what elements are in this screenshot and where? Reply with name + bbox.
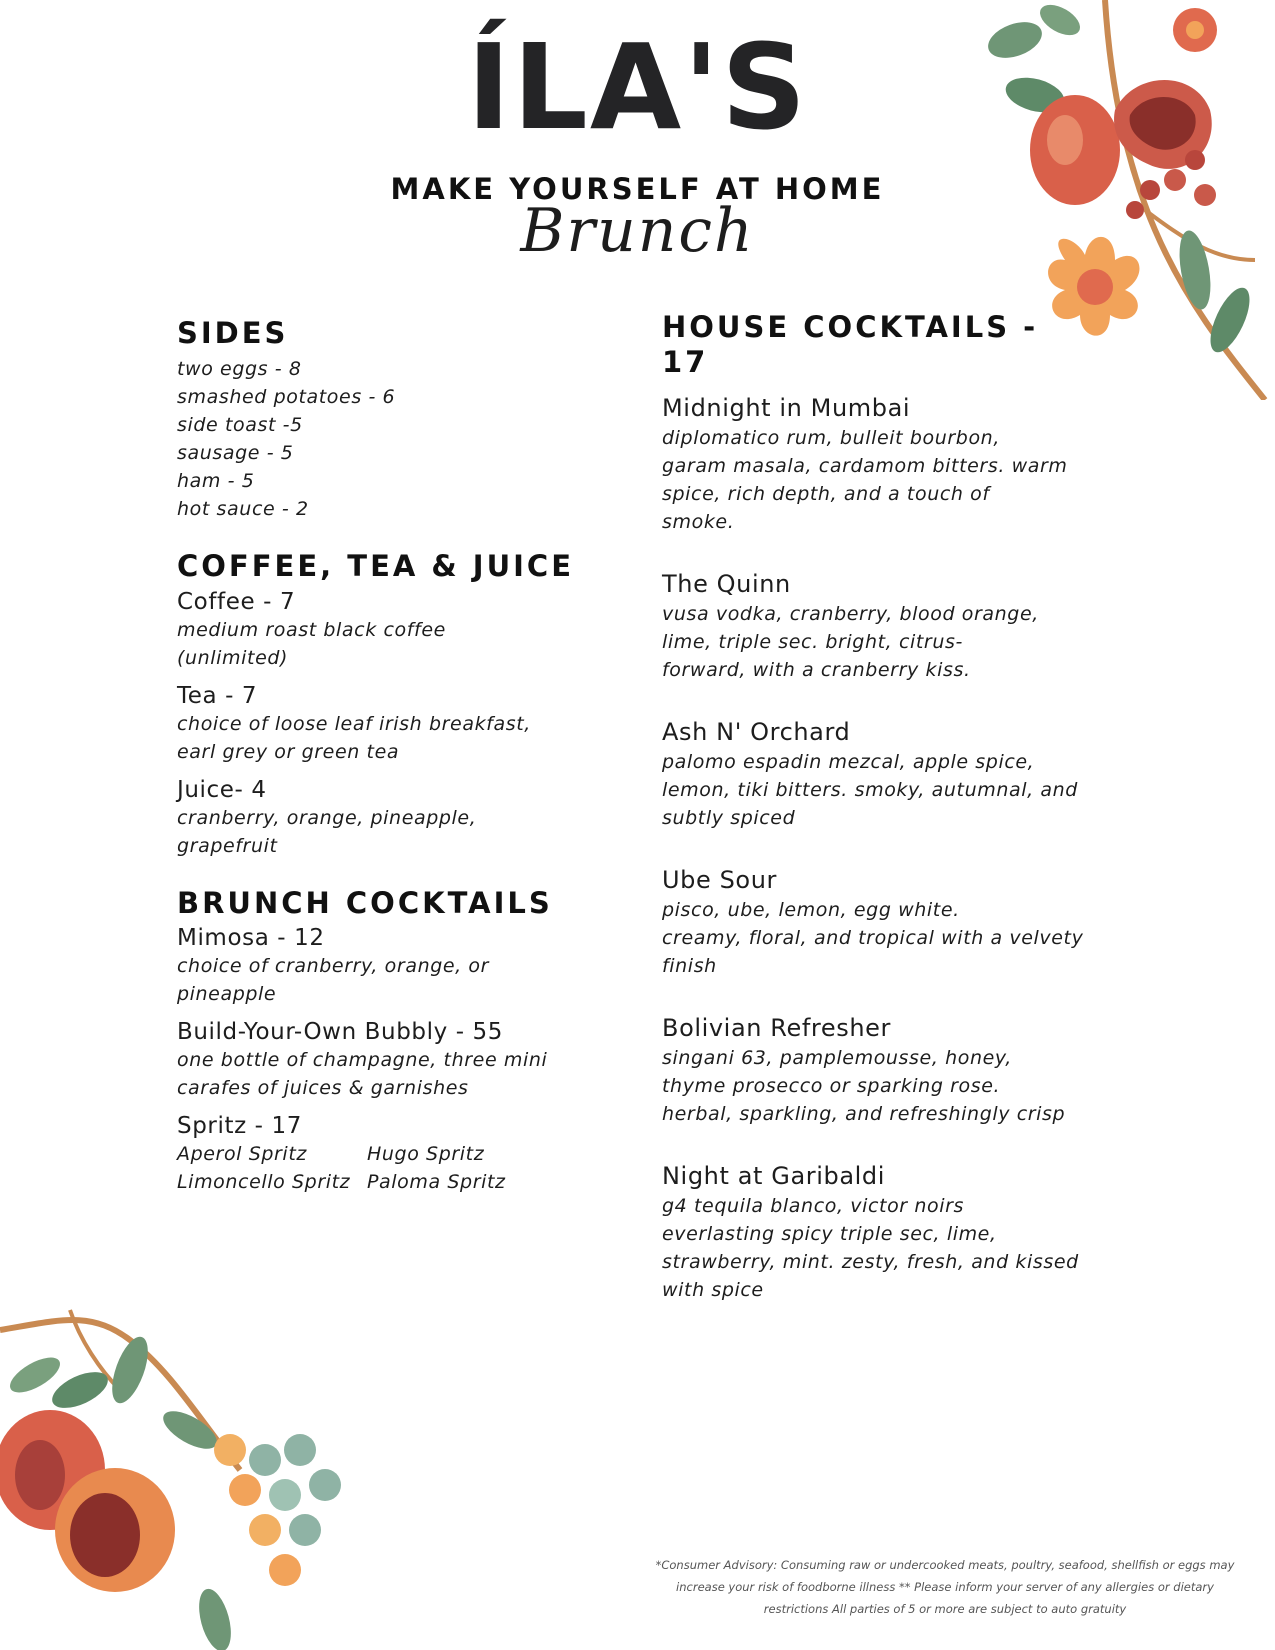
item-description: choice of cranberry, orange, or: [177, 955, 490, 978]
section-heading: COFFEE, TEA & JUICE: [177, 548, 575, 583]
menu-item: [662, 864, 1092, 980]
left-column: [177, 316, 597, 1222]
item-name: Coffee - 7: [177, 588, 296, 615]
menu-item: [662, 1012, 1092, 1128]
consumer-advisory: [640, 1554, 1250, 1620]
item-description: choice of loose leaf irish breakfast,: [177, 712, 531, 735]
item-description: g4 tequila blanco, victor noirs: [662, 1194, 964, 1217]
advisory-line: *Consumer Advisory: Consuming raw or undercooked meats, poultry, seafood, shellfish or eggs may: [655, 1558, 1235, 1572]
item-description: creamy, floral, and tropical with a velvety: [662, 926, 1084, 949]
item-name: The Quinn: [662, 569, 791, 598]
brunch-cocktails-section: [177, 886, 597, 1197]
item-description: smoke.: [662, 510, 735, 533]
item-description: earl grey or green tea: [177, 740, 400, 763]
item-name: Juice- 4: [177, 776, 267, 803]
grape-icon: [284, 1434, 316, 1466]
menu-item: [177, 588, 597, 672]
advisory-line: increase your risk of foodborne illness ** Please inform your server of any allergies or dietary: [676, 1580, 1214, 1594]
menu-item: [662, 568, 1092, 684]
menu-item: [177, 1018, 597, 1102]
menu-item: [662, 716, 1092, 832]
item-description: singani 63, pamplemousse, honey,: [662, 1046, 1012, 1069]
item-description: lemon, tiki bitters. smoky, autumnal, and: [662, 778, 1078, 801]
item-description: spice, rich depth, and a touch of: [662, 482, 990, 505]
item-description: palomo espadin mezcal, apple spice,: [662, 750, 1035, 773]
leaf-icon: [193, 1585, 237, 1650]
grape-icon: [229, 1474, 261, 1506]
item-description: everlasting spicy triple sec, lime,: [662, 1222, 997, 1245]
item-name: Spritz - 17: [177, 1113, 302, 1140]
item-description: thyme prosecco or sparking rose.: [662, 1074, 1001, 1097]
grape-icon: [269, 1479, 301, 1511]
item-description: cranberry, orange, pineapple,: [177, 806, 477, 829]
berry-icon: [1185, 150, 1205, 170]
menu-item: hot sauce - 2: [177, 497, 309, 520]
item-description: (unlimited): [177, 646, 289, 669]
menu-item: smashed potatoes - 6: [177, 385, 396, 408]
item-name: Tea - 7: [177, 682, 258, 709]
item-description: vusa vodka, cranberry, blood orange,: [662, 602, 1039, 625]
grape-icon: [249, 1514, 281, 1546]
menu-item: [177, 682, 597, 766]
spritz-option: Aperol Spritz: [177, 1143, 307, 1166]
tagline: MAKE YOURSELF AT HOME: [390, 172, 885, 206]
menu-title: Brunch: [520, 196, 755, 266]
section-heading: BRUNCH COCKTAILS: [177, 885, 553, 920]
item-description: medium roast black coffee: [177, 618, 446, 641]
item-description: pineapple: [177, 983, 277, 1006]
grape-icon: [309, 1469, 341, 1501]
spritz-option: Paloma Spritz: [367, 1171, 506, 1194]
item-description: garam masala, cardamom bitters. warm: [662, 454, 1068, 477]
grape-icon: [249, 1444, 281, 1476]
item-description: diplomatico rum, bulleit bourbon,: [662, 426, 1000, 449]
item-description: herbal, sparkling, and refreshingly crisp: [662, 1102, 1066, 1125]
menu-item: [662, 1160, 1092, 1304]
item-description: with spice: [662, 1278, 764, 1301]
item-description: forward, with a cranberry kiss.: [662, 658, 971, 681]
right-column: [662, 310, 1092, 1336]
item-description: lime, triple sec. bright, citrus-: [662, 630, 963, 653]
grape-icon: [269, 1554, 301, 1586]
grape-icon: [289, 1514, 321, 1546]
section-heading: SIDES: [177, 316, 289, 350]
item-name: Midnight in Mumbai: [662, 393, 911, 422]
item-name: Ube Sour: [662, 865, 777, 894]
advisory-line: restrictions All parties of 5 or more are subject to auto gratuity: [763, 1602, 1127, 1616]
item-description: strawberry, mint. zesty, fresh, and kissed: [662, 1250, 1079, 1273]
spritz-list: [177, 1140, 597, 1196]
menu-item: side toast -5: [177, 413, 303, 436]
botanical-illustration-bottom-left: [0, 1300, 360, 1650]
item-description: subtly spiced: [662, 806, 796, 829]
leaf-icon: [1203, 282, 1258, 357]
menu-item: [662, 392, 1092, 536]
menu-item: sausage - 5: [177, 441, 294, 464]
coffee-tea-juice-section: [177, 549, 597, 860]
item-description: finish: [662, 954, 717, 977]
menu-item: [177, 1112, 597, 1196]
item-name: Mimosa - 12: [177, 925, 325, 952]
item-description: carafes of juices & garnishes: [177, 1077, 469, 1100]
item-name: Ash N' Orchard: [662, 717, 851, 746]
menu-item: [177, 776, 597, 860]
item-name: Build-Your-Own Bubbly - 55: [177, 1019, 504, 1046]
item-name: Bolivian Refresher: [662, 1013, 891, 1042]
restaurant-logo: ÍLA'S: [466, 18, 809, 156]
spritz-option: Limoncello Spritz: [177, 1171, 351, 1194]
grape-icon: [214, 1434, 246, 1466]
item-description: pisco, ube, lemon, egg white.: [662, 898, 960, 921]
item-description: grapefruit: [177, 834, 278, 857]
item-description: one bottle of champagne, three mini: [177, 1049, 548, 1072]
item-name: Night at Garibaldi: [662, 1161, 886, 1190]
leaf-icon: [105, 1332, 155, 1407]
section-heading: HOUSE COCKTAILS - 17: [662, 310, 1039, 379]
spritz-option: Hugo Spritz: [367, 1143, 485, 1166]
menu-item: two eggs - 8: [177, 357, 302, 380]
menu-item: ham - 5: [177, 469, 255, 492]
menu-item: [177, 924, 597, 1008]
sides-section: [177, 316, 597, 523]
